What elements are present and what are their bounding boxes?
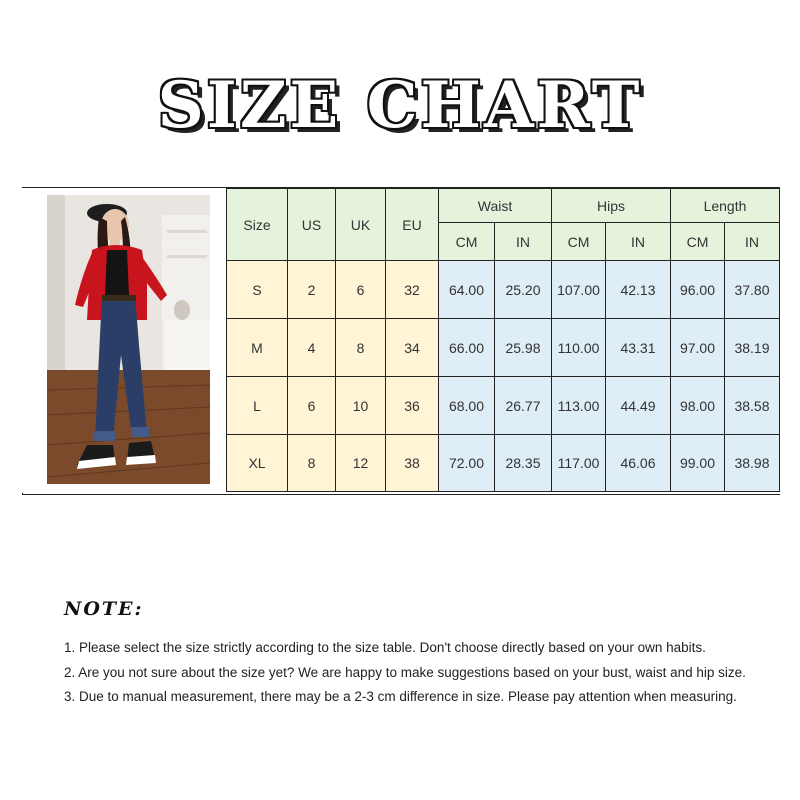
table-row: [227, 319, 780, 377]
cell-size: S: [227, 261, 288, 319]
cell-hips-in: 44.49: [606, 377, 671, 435]
cell-length-in: 38.98: [725, 435, 780, 492]
table-row: [227, 377, 780, 435]
cell-size: L: [227, 377, 288, 435]
cell-hips-in: 43.31: [606, 319, 671, 377]
note-item-3: 3. Due to manual measurement, there may be a 2-3 cm difference in size. Please pay attention when measuring.: [64, 689, 737, 704]
header-length-in: IN: [725, 223, 780, 261]
note-item-2: 2. Are you not sure about the size yet? We are happy to make suggestions based on your bust, waist and hip size.: [64, 665, 746, 680]
cell-waist-in: 26.77: [495, 377, 552, 435]
header-hips: Hips: [552, 189, 671, 223]
cell-length-cm: 98.00: [671, 377, 725, 435]
cell-waist-cm: 66.00: [439, 319, 495, 377]
header-waist: Waist: [439, 189, 552, 223]
cell-waist-cm: 68.00: [439, 377, 495, 435]
cell-waist-in: 25.20: [495, 261, 552, 319]
cell-us: 2: [288, 261, 336, 319]
header-waist-cm: CM: [439, 223, 495, 261]
cell-hips-in: 46.06: [606, 435, 671, 492]
cell-eu: 34: [386, 319, 439, 377]
table-row: [227, 435, 780, 492]
cell-eu: 36: [386, 377, 439, 435]
cell-size: XL: [227, 435, 288, 492]
cell-waist-in: 28.35: [495, 435, 552, 492]
cell-hips-cm: 113.00: [552, 377, 606, 435]
header-length: Length: [671, 189, 780, 223]
header-us: US: [288, 189, 336, 261]
cell-uk: 12: [336, 435, 386, 492]
header-eu: EU: [386, 189, 439, 261]
cell-eu: 32: [386, 261, 439, 319]
note-title: NOTE:: [64, 598, 144, 620]
header-hips-cm: CM: [552, 223, 606, 261]
cell-us: 6: [288, 377, 336, 435]
header-hips-in: IN: [606, 223, 671, 261]
page-title: SIZE CHART: [157, 68, 643, 143]
cell-length-cm: 99.00: [671, 435, 725, 492]
header-uk: UK: [336, 189, 386, 261]
cell-us: 8: [288, 435, 336, 492]
cell-us: 4: [288, 319, 336, 377]
cell-waist-in: 25.98: [495, 319, 552, 377]
cell-eu: 38: [386, 435, 439, 492]
cell-length-in: 38.19: [725, 319, 780, 377]
cell-length-cm: 96.00: [671, 261, 725, 319]
cell-length-cm: 97.00: [671, 319, 725, 377]
header-length-cm: CM: [671, 223, 725, 261]
header-size: Size: [227, 189, 288, 261]
cell-length-in: 38.58: [725, 377, 780, 435]
cell-length-in: 37.80: [725, 261, 780, 319]
cell-hips-cm: 110.00: [552, 319, 606, 377]
table-row: [227, 261, 780, 319]
size-table: [226, 188, 780, 492]
cell-size: M: [227, 319, 288, 377]
model-photo: [47, 195, 210, 484]
note-item-1: 1. Please select the size strictly according to the size table. Don't choose directly based on your own habits.: [64, 640, 706, 655]
cell-waist-cm: 64.00: [439, 261, 495, 319]
cell-hips-in: 42.13: [606, 261, 671, 319]
cell-hips-cm: 107.00: [552, 261, 606, 319]
cell-uk: 10: [336, 377, 386, 435]
header-waist-in: IN: [495, 223, 552, 261]
cell-uk: 8: [336, 319, 386, 377]
cell-uk: 6: [336, 261, 386, 319]
cell-hips-cm: 117.00: [552, 435, 606, 492]
cell-waist-cm: 72.00: [439, 435, 495, 492]
